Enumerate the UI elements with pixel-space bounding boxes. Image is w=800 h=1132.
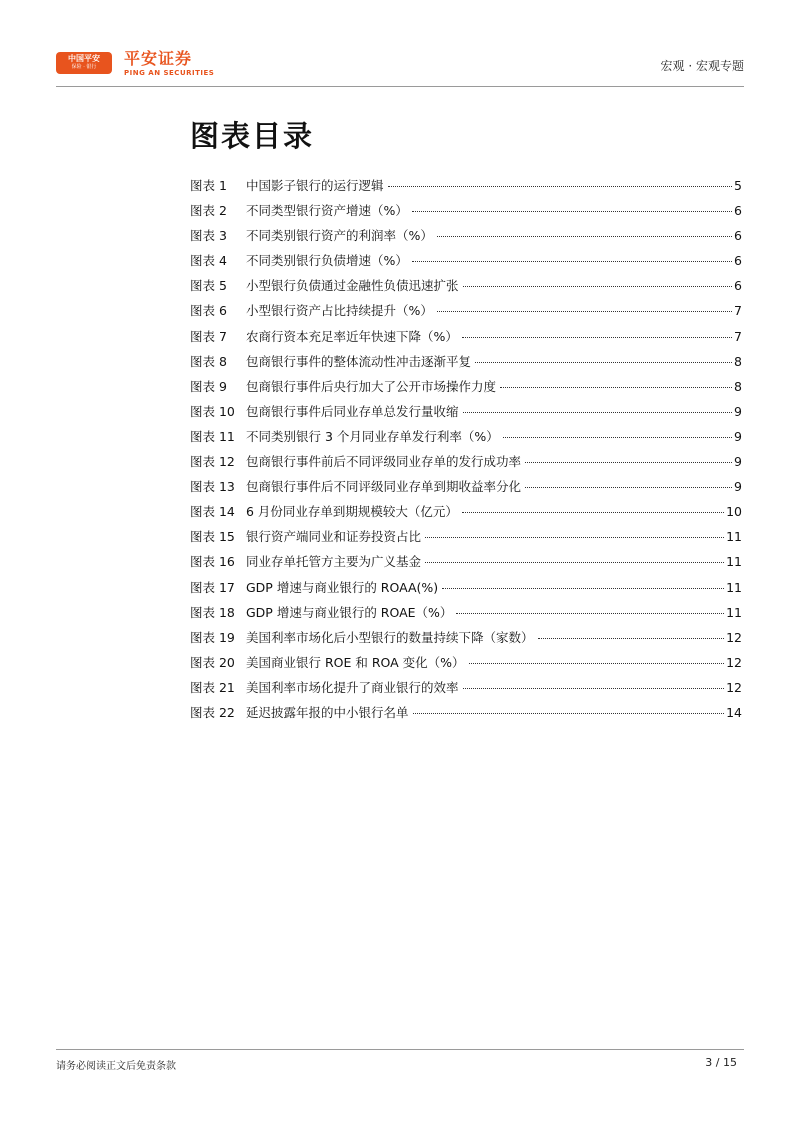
brand-name-cn: 平安证券: [124, 49, 193, 68]
toc-item-text: 包商银行事件的整体流动性冲击逐渐平复: [246, 353, 472, 369]
toc-item-text: 美国利率市场化提升了商业银行的效率: [246, 679, 459, 695]
toc-leader-dots: [462, 337, 732, 338]
logo-badge-line2: 保险 · 银行: [71, 64, 97, 70]
toc-item-page: 9: [734, 428, 742, 444]
table-of-figures: [190, 177, 742, 729]
toc-item-text: 美国利率市场化后小型银行的数量持续下降（家数）: [246, 629, 534, 645]
toc-item-text: GDP 增速与商业银行的 ROAE（%）: [246, 604, 453, 620]
toc-leader-dots: [500, 387, 732, 388]
toc-item[interactable]: [190, 277, 742, 302]
toc-leader-dots: [463, 286, 733, 287]
pingan-logo-badge: [56, 52, 112, 74]
toc-item-label: 图表 14: [190, 504, 235, 520]
toc-item-text: 小型银行资产占比持续提升（%）: [246, 303, 433, 319]
toc-leader-dots: [456, 613, 724, 614]
toc-leader-dots: [412, 261, 732, 262]
toc-leader-dots: [463, 412, 733, 413]
toc-item-text: 美国商业银行 ROE 和 ROA 变化（%）: [246, 654, 465, 670]
toc-leader-dots: [503, 437, 732, 438]
toc-item[interactable]: [190, 503, 742, 528]
toc-item-page: 5: [734, 178, 742, 193]
toc-item-label: 图表 18: [190, 604, 235, 620]
page-header: [56, 48, 744, 86]
toc-leader-dots: [462, 512, 724, 513]
toc-item-text: 中国影子银行的运行逻辑: [246, 178, 384, 193]
toc-item[interactable]: [190, 553, 742, 578]
toc-leader-dots: [463, 688, 725, 689]
toc-leader-dots: [412, 211, 732, 212]
toc-item-page: 12: [726, 629, 742, 645]
toc-item-label: 图表 17: [190, 579, 235, 595]
toc-item-label: 图表 11: [190, 428, 235, 444]
section-label: 宏观 · 宏观专题: [660, 59, 744, 73]
toc-leader-dots: [525, 487, 732, 488]
toc-item[interactable]: [190, 579, 742, 604]
toc-item-label: 图表 22: [190, 704, 235, 720]
toc-item-label: 图表 20: [190, 654, 235, 670]
toc-item-label: 图表 16: [190, 554, 235, 570]
toc-leader-dots: [425, 562, 724, 563]
toc-item[interactable]: [190, 453, 742, 478]
toc-item[interactable]: [190, 604, 742, 629]
toc-item-page: 9: [734, 403, 742, 419]
toc-item[interactable]: [190, 428, 742, 453]
header-divider: [56, 86, 744, 87]
toc-item-page: 7: [734, 328, 742, 344]
toc-item-page: 6: [734, 203, 742, 219]
toc-item[interactable]: [190, 654, 742, 679]
toc-item-text: 不同类别银行 3 个月同业存单发行利率（%）: [246, 428, 499, 444]
toc-item-label: 图表 13: [190, 479, 235, 495]
toc-item[interactable]: [190, 704, 742, 729]
toc-item-label: 图表 21: [190, 679, 235, 695]
toc-item-page: 6: [734, 253, 742, 269]
toc-item-label: 图表 19: [190, 629, 235, 645]
toc-leader-dots: [388, 186, 733, 187]
toc-item-page: 14: [726, 704, 742, 720]
toc-item-text: 包商银行事件后不同评级同业存单到期收益率分化: [246, 479, 522, 495]
toc-item[interactable]: [190, 252, 742, 277]
footer-divider: [56, 1049, 744, 1050]
toc-item-text: 包商银行事件前后不同评级同业存单的发行成功率: [246, 454, 522, 470]
toc-item-label: 图表 10: [190, 403, 235, 419]
toc-item-label: 图表 5: [190, 278, 227, 294]
toc-item[interactable]: [190, 227, 742, 252]
toc-item-text: 不同类别银行负债增速（%）: [246, 253, 408, 269]
toc-leader-dots: [469, 663, 725, 664]
toc-item-label: 图表 3: [190, 228, 227, 244]
toc-item-text: 银行资产端同业和证券投资占比: [246, 529, 422, 545]
toc-item-text: 不同类型银行资产增速（%）: [246, 203, 408, 219]
toc-item-label: 图表 7: [190, 328, 227, 344]
brand-logo: [124, 50, 214, 78]
toc-item-text: 同业存单托管方主要为广义基金: [246, 554, 422, 570]
toc-item-label: 图表 6: [190, 303, 227, 319]
toc-item-label: 图表 8: [190, 353, 227, 369]
toc-item[interactable]: [190, 328, 742, 353]
toc-item-text: 农商行资本充足率近年快速下降（%）: [246, 328, 458, 344]
toc-item-page: 11: [726, 554, 742, 570]
toc-item-page: 10: [726, 504, 742, 520]
toc-item-page: 12: [726, 654, 742, 670]
toc-item[interactable]: [190, 302, 742, 327]
toc-item[interactable]: [190, 528, 742, 553]
toc-item-text: GDP 增速与商业银行的 ROAA(%): [246, 579, 439, 595]
toc-item-text: 不同类别银行资产的利润率（%）: [246, 228, 433, 244]
toc-item-label: 图表 15: [190, 529, 235, 545]
toc-leader-dots: [437, 236, 732, 237]
toc-item[interactable]: [190, 378, 742, 403]
toc-item-text: 6 月份同业存单到期规模较大（亿元）: [246, 504, 458, 520]
toc-item[interactable]: [190, 478, 742, 503]
page-number: 3 / 15: [705, 1056, 737, 1069]
toc-item-text: 小型银行负债通过金融性负债迅速扩张: [246, 278, 459, 294]
toc-leader-dots: [413, 713, 725, 714]
logo-badge-line1: 中国平安: [68, 54, 100, 63]
toc-item-label: 图表 12: [190, 454, 235, 470]
toc-item[interactable]: [190, 403, 742, 428]
toc-item-text: 包商银行事件后央行加大了公开市场操作力度: [246, 378, 497, 394]
toc-leader-dots: [442, 588, 724, 589]
toc-leader-dots: [425, 537, 724, 538]
toc-item-page: 6: [734, 228, 742, 244]
toc-item-page: 11: [726, 579, 742, 595]
page-title: 图表目录: [190, 119, 315, 153]
brand-name-en: PING AN SECURITIES: [124, 69, 215, 77]
toc-item-label: 图表 2: [190, 203, 227, 219]
toc-leader-dots: [538, 638, 725, 639]
toc-item-label: 图表 1: [190, 178, 227, 193]
toc-item[interactable]: [190, 679, 742, 704]
toc-item-page: 8: [734, 353, 742, 369]
toc-item-page: 8: [734, 378, 742, 394]
toc-item-page: 7: [734, 303, 742, 319]
toc-item[interactable]: [190, 353, 742, 378]
footer-disclaimer: 请务必阅读正文后免责条款: [56, 1061, 176, 1072]
toc-item-page: 9: [734, 454, 742, 470]
toc-item-text: 延迟披露年报的中小银行名单: [246, 704, 409, 720]
toc-item[interactable]: [190, 629, 742, 654]
toc-item-label: 图表 9: [190, 378, 227, 394]
toc-leader-dots: [525, 462, 732, 463]
toc-item-page: 12: [726, 679, 742, 695]
toc-item-page: 9: [734, 479, 742, 495]
toc-item-page: 6: [734, 278, 742, 294]
toc-item-label: 图表 4: [190, 253, 227, 269]
toc-leader-dots: [437, 311, 732, 312]
toc-item[interactable]: [190, 202, 742, 227]
toc-leader-dots: [475, 362, 732, 363]
toc-item[interactable]: [190, 177, 742, 202]
toc-item-text: 包商银行事件后同业存单总发行量收缩: [246, 403, 459, 419]
toc-item-page: 11: [726, 529, 742, 545]
toc-item-page: 11: [726, 604, 742, 620]
